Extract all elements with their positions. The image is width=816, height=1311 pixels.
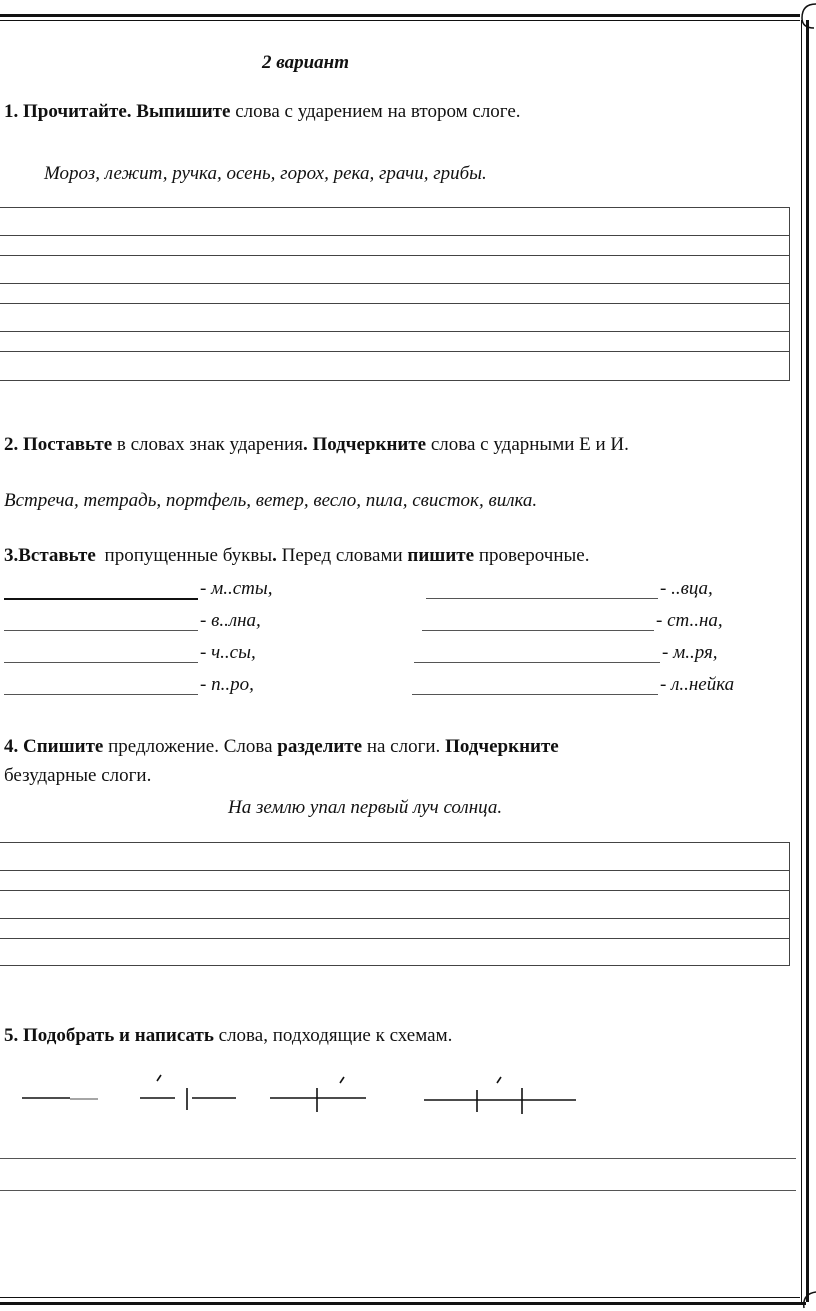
scroll-corner-top	[796, 0, 816, 30]
blank-left-3	[4, 662, 198, 663]
task3-rest: проверочные.	[478, 545, 590, 566]
writing-lines-1	[0, 207, 790, 381]
fill-left-4: - п..ро,	[200, 674, 254, 695]
task1-bold1: Прочитайте.	[23, 101, 132, 122]
task3-dot: .	[272, 545, 277, 566]
fill-left-2: - в..лна,	[200, 610, 261, 631]
blank-right-3	[414, 662, 660, 663]
task5-bold1: Подобрать и написать	[23, 1025, 214, 1046]
page-title: 2 вариант	[262, 52, 350, 73]
page-frame-bottom-inner	[0, 1297, 800, 1298]
task4-number: 4.	[4, 736, 19, 757]
blank-left-1	[4, 598, 198, 600]
scheme-1	[22, 1098, 98, 1099]
blank-right-4	[412, 694, 658, 695]
task3-bold2: пишите	[407, 545, 475, 566]
task3-heading	[4, 545, 589, 567]
answer-line-2	[0, 1190, 796, 1191]
task4-mid: предложение. Слова	[108, 736, 273, 757]
page-frame-top	[0, 14, 800, 17]
fill-right-2: - ст..на,	[656, 610, 723, 631]
syllable-schemes	[0, 1070, 600, 1120]
fill-right-3: - м..ря,	[662, 642, 718, 663]
scroll-corner-bottom	[796, 1290, 816, 1311]
fill-left-1: - м..сты,	[200, 578, 273, 599]
fill-left-3: - ч..сы,	[200, 642, 256, 663]
task2-bold1: Поставьте	[23, 434, 113, 455]
scheme-2	[140, 1075, 236, 1110]
task5-heading	[4, 1025, 452, 1047]
task4-bold3: Подчеркните	[445, 736, 559, 757]
task4-sentence: На землю упал первый луч солнца.	[228, 797, 503, 818]
writing-lines-4	[0, 842, 790, 966]
blank-right-1	[426, 598, 658, 599]
task2-number: 2.	[4, 434, 19, 455]
task2-mid: в словах знак ударения	[116, 434, 303, 455]
task2-rest: слова с ударными Е и И.	[430, 434, 629, 455]
answer-line-1	[0, 1158, 796, 1159]
task4-bold1: Спишите	[23, 736, 104, 757]
fill-right-4: - л..нейка	[660, 674, 735, 695]
task4-mid2: на слоги.	[366, 736, 441, 757]
task4-bold2: разделите	[277, 736, 363, 757]
blank-left-4	[4, 694, 198, 695]
page-frame-right	[806, 20, 809, 1302]
scheme-4	[424, 1077, 576, 1114]
task2-bold2: . Подчеркните	[302, 434, 427, 455]
blank-right-2	[422, 630, 654, 631]
task3-mid: пропущенные буквы	[104, 545, 273, 566]
scheme-3	[270, 1077, 366, 1112]
task1-bold2: Выпишите	[136, 101, 231, 122]
task3-number: 3.	[4, 545, 19, 566]
task4-line2: безударные слоги.	[4, 765, 152, 786]
task3-mid2: Перед словами	[281, 545, 403, 566]
fill-right-1: - ..вца,	[660, 578, 713, 599]
task5-rest: слова, подходящие к схемам.	[218, 1025, 453, 1046]
task1-heading	[4, 101, 521, 123]
task2-words: Встреча, тетрадь, портфель, ветер, весло, пила, свисток, вилка.	[4, 490, 538, 511]
page-frame-right-inner	[801, 20, 802, 1302]
task2-heading	[4, 434, 629, 456]
task5-number: 5.	[4, 1025, 19, 1046]
task1-number: 1.	[4, 101, 19, 122]
page-frame-top-inner	[0, 20, 800, 21]
task1-words: Мороз, лежит, ручка, осень, горох, река, грачи, грибы.	[44, 163, 487, 184]
task1-rest: слова с ударением на втором слоге.	[235, 101, 521, 122]
task3-bold1: Вставьте	[18, 545, 96, 566]
page-frame-bottom	[0, 1302, 806, 1305]
task4-heading	[4, 736, 559, 758]
blank-left-2	[4, 630, 198, 631]
